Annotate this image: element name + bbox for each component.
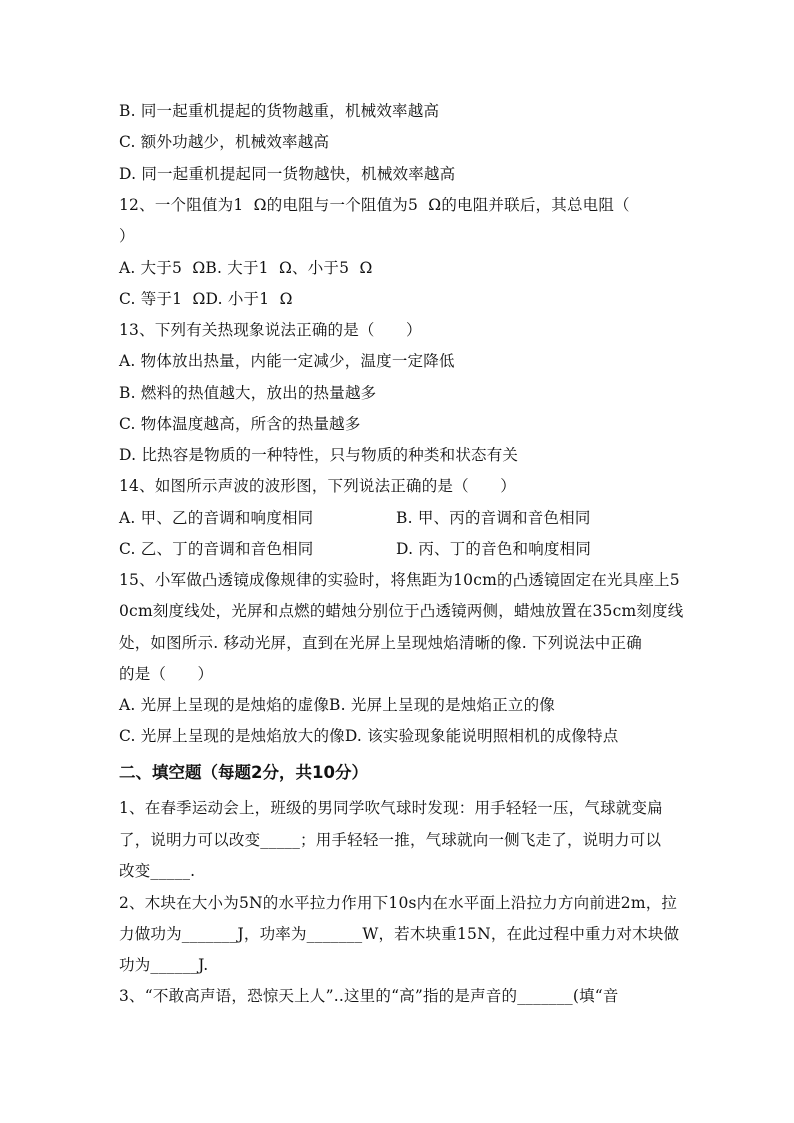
option-11d: D. 同一起重机提起同一货物越快，机械效率越高 — [119, 165, 456, 183]
option-14c: C. 乙、丁的音调和音色相同 — [119, 540, 314, 558]
option-11b: B. 同一起重机提起的货物越重，机械效率越高 — [119, 102, 440, 120]
question-15-cont3: 的是（ ） — [119, 665, 214, 683]
fill-question-3: 3、“不敢高声语，恐惊天上人”..这里的“高”指的是声音的_______(填“音 — [119, 987, 619, 1005]
options-12cd: C. 等于1 ΩD. 小于1 Ω — [119, 290, 293, 308]
option-13a: A. 物体放出热量，内能一定减少，温度一定降低 — [119, 352, 455, 370]
question-13: 13、下列有关热现象说法正确的是（ ） — [119, 321, 422, 339]
fill-question-1: 1、在春季运动会上，班级的男同学吹气球时发现：用手轻轻一压，气球就变扁 — [119, 799, 663, 817]
question-12: 12、一个阻值为1 Ω的电阻与一个阻值为5 Ω的电阻并联后，其总电阻（ — [119, 196, 630, 214]
fill-question-2: 2、木块在大小为5N的水平拉力作用下10s内在水平面上沿拉力方向前进2m，拉 — [119, 894, 678, 912]
question-14: 14、如图所示声波的波形图，下列说法正确的是（ ） — [119, 477, 516, 495]
option-14d: D. 丙、丁的音色和响度相同 — [396, 540, 592, 558]
option-11c: C. 额外功越少，机械效率越高 — [119, 133, 330, 151]
options-12ab: A. 大于5 ΩB. 大于1 Ω、小于5 Ω — [119, 259, 373, 277]
option-13c: C. 物体温度越高，所含的热量越多 — [119, 415, 361, 433]
question-12-cont: ） — [119, 227, 135, 245]
option-13d: D. 比热容是物质的一种特性，只与物质的种类和状态有关 — [119, 446, 519, 464]
question-15: 15、小军做凸透镜成像规律的实验时，将焦距为10cm的凸透镜固定在光具座上5 — [119, 571, 680, 589]
options-15cd: C. 光屏上呈现的是烛焰放大的像D. 该实验现象能说明照相机的成像特点 — [119, 727, 619, 745]
options-15ab: A. 光屏上呈现的是烛焰的虚像B. 光屏上呈现的是烛焰正立的像 — [119, 696, 555, 714]
option-14a: A. 甲、乙的音调和响度相同 — [119, 509, 314, 527]
fill-question-1-cont2: 改变_____. — [119, 862, 196, 880]
fill-question-1-cont1: 了，说明力可以改变_____；用手轻轻一推，气球就向一侧飞走了，说明力可以 — [119, 831, 662, 849]
option-14b: B. 甲、丙的音调和音色相同 — [396, 509, 591, 527]
option-13b: B. 燃料的热值越大，放出的热量越多 — [119, 384, 377, 402]
fill-question-2-cont2: 功为______J. — [119, 956, 209, 974]
fill-question-2-cont1: 力做功为_______J，功率为_______W，若木块重15N，在此过程中重力对木块做 — [119, 925, 680, 943]
question-15-cont2: 处，如图所示. 移动光屏，直到在光屏上呈现烛焰清晰的像. 下列说法中正确 — [119, 634, 642, 652]
question-15-cont1: 0cm刻度线处，光屏和点燃的蜡烛分别位于凸透镜两侧，蜡烛放置在35cm刻度线 — [119, 602, 684, 620]
section-heading: 二、填空题（每题2分，共10分） — [119, 763, 368, 782]
